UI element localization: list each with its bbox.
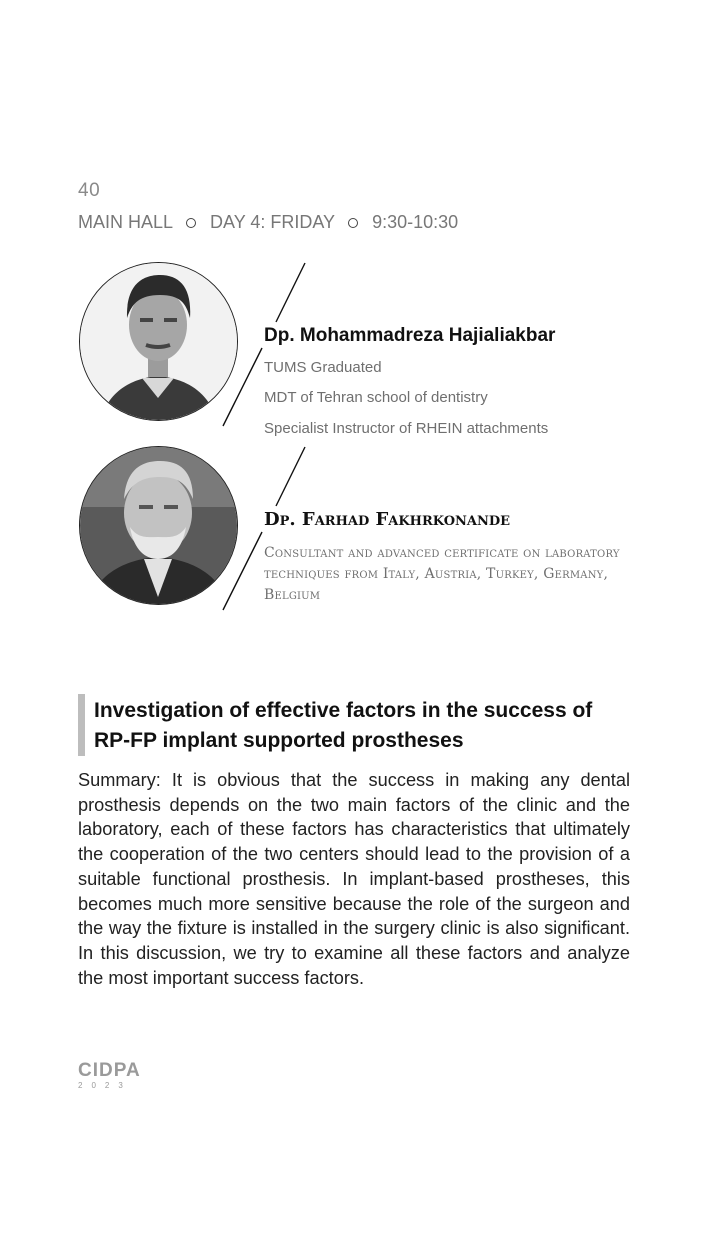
- talk-summary: Summary: It is obvious that the success in making any dental prosthesis depends on the two main factors of the clinic and the laboratory, each of these factors has characteristics that ultimately the cooperation of the two centers should lead to the provision of a suitable functional prosthesis. In implant-based prostheses, this becomes much more sensitive because the role of the surgeon and the way the fixture is installed in the surgery clinic is also significant. In this discussion, we try to examine all these factors and analyze the most important success factors.: [78, 770, 630, 988]
- logo-text: CIDPA: [78, 1060, 141, 1081]
- page-number: 40: [78, 180, 101, 201]
- speaker-1-name: Dp. Mohammadreza Hajialiakbar: [264, 325, 556, 346]
- session-time: 9:30-10:30: [372, 212, 459, 232]
- title-accent-bar: [78, 694, 85, 756]
- speaker-1-credential: TUMS Graduated: [264, 359, 382, 376]
- session-hall: MAIN HALL: [78, 212, 174, 232]
- speaker-1-photo: [79, 262, 238, 421]
- cidpa-logo: [78, 1062, 148, 1090]
- session-day: DAY 4: FRIDAY: [210, 212, 336, 232]
- speaker-2-name: Dp. Farhad Fakhrkonande: [264, 509, 511, 530]
- speaker-2-credential: Consultant and advanced certificate on laboratory techniques from Italy, Austria, Turkey, Germany, Belgium: [264, 545, 620, 603]
- speaker-2-photo: [79, 446, 238, 605]
- talk-title: Investigation of effective factors in the success of RP-FP implant supported prostheses: [94, 699, 593, 752]
- logo-year: 2023: [78, 1081, 132, 1090]
- speaker-1-credential: Specialist Instructor of RHEIN attachments: [264, 420, 549, 437]
- speaker-1-credential: MDT of Tehran school of dentistry: [264, 389, 488, 406]
